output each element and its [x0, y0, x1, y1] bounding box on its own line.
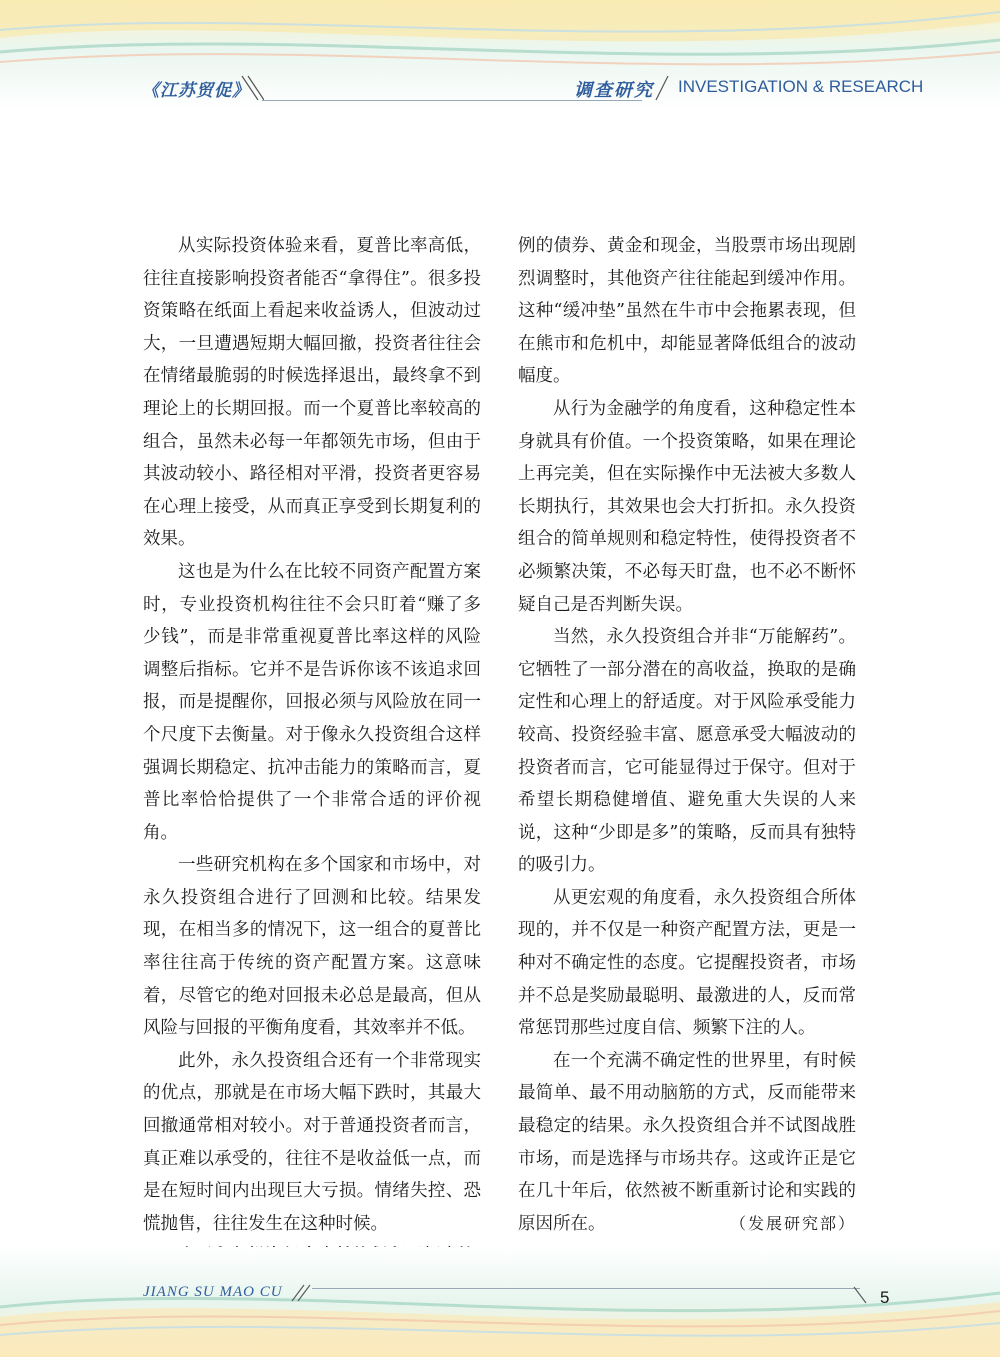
footer-journal-name: JIANG SU MAO CU [143, 1284, 283, 1300]
paragraph: 从行为金融学的角度看，这种稳定性本身就具有价值。一个投资策略，如果在理论上再完美，但在实际操作中无法被大多数人长期执行，其效果也会大打折扣。永久投资组合的简单规则和稳定特性，使得投资者不必频繁决策，不必每天盯盘，也不必不断怀疑自己是否判断失误。 [518, 398, 856, 615]
bottom-decorative-band [0, 1247, 1000, 1357]
paragraph: 从实际投资体验来看，夏普比率高低，往往直接影响投资者能否“拿得住”。很多投资策略在纸面上看起来收益诱人，但波动过大，一旦遭遇短期大幅回撤，投资者往往会在情绪最脆弱的时候选择退出，最终拿不到理论上的长期回报。而一个夏普比率较高的组合，虽然未必每一年都领先市场，但由于其波动较小、路径相对平滑，投资者更容易在心理上接受，从而真正享受到长期复利的效果。 [143, 236, 481, 550]
paragraph-final-text: 在一个充满不确定性的世界里，有时候最简单、最不用动脑筋的方式，反而能带来最稳定的结果。永久投资组合并不试图战胜市场，而是选择与市场共存。这或许正是它在几十年后，依然被不断重新讨论和实践的原因所在。 [518, 1050, 856, 1234]
article-left-column [143, 230, 481, 1273]
paragraph: 从更宏观的角度看，永久投资组合所体现的，并不仅是一种资产配置方法，更是一种对不确定性的态度。它提醒投资者，市场并不总是奖励最聪明、最激进的人，反而常常惩罚那些过度自信、频繁下注的人。 [518, 887, 856, 1039]
page-number: 5 [880, 1288, 890, 1307]
section-title-en: INVESTIGATION & RESEARCH [678, 77, 924, 96]
author-signature: （发展研究部） [729, 1213, 856, 1233]
section-slash-decoration [652, 74, 672, 104]
paragraph-continued: 例的债券、黄金和现金，当股票市场出现剧烈调整时，其他资产往往能起到缓冲作用。这种“缓冲垫”虽然在牛市中会拖累表现，但在熊市和危机中，却能显著降低组合的波动幅度。 [518, 236, 856, 387]
paragraph: 这也是为什么在比较不同资产配置方案时，专业投资机构往往不会只盯着“赚了多少钱”，而是非常重视夏普比率这样的风险调整后指标。它并不是告诉你该不该追求回报，而是提醒你，回报必须与风险放在同一个尺度下去衡量。对于像永久投资组合这样强调长期稳定、抗冲击能力的策略而言，夏普比率恰恰提供了一个非常合适的评价视角。 [143, 561, 481, 843]
paragraph: 此外，永久投资组合还有一个非常现实的优点，那就是在市场大幅下跌时，其最大回撤通常相对较小。对于普通投资者而言，真正难以承受的，往往不是收益低一点，而是在短时间内出现巨大亏损。情绪失控、恐慌抛售，往往发生在这种时候。 [143, 1050, 481, 1234]
footer-slash-decoration [290, 1283, 314, 1305]
paragraph-final [518, 1045, 856, 1241]
article-right-column [518, 230, 856, 1240]
journal-title: 《江苏贸促》 [142, 81, 250, 101]
footer-rule [312, 1288, 860, 1289]
section-title-cn: 调查研究 [574, 80, 654, 101]
header-slash-decoration [238, 74, 264, 104]
paragraph: 当然，永久投资组合并非“万能解药”。它牺牲了一部分潜在的高收益，换取的是确定性和心理上的舒适度。对于风险承受能力较高、投资经验丰富、愿意承受大幅波动的投资者而言，它可能显得过于保守。但对于希望长期稳健增值、避免重大失误的人来说，这种“少即是多”的策略，反而具有独特的吸引力。 [518, 627, 856, 876]
bottom-wave-graphic [0, 1247, 1000, 1357]
paragraph: 一些研究机构在多个国家和市场中，对永久投资组合进行了回测和比较。结果发现，在相当多的情况下，这一组合的夏普比率往往高于传统的资产配置方案。这意味着，尽管它的绝对回报未必总是最高，但从风险与回报的平衡角度看，其效率并不低。 [143, 855, 481, 1039]
footer-end-slash [852, 1285, 872, 1307]
